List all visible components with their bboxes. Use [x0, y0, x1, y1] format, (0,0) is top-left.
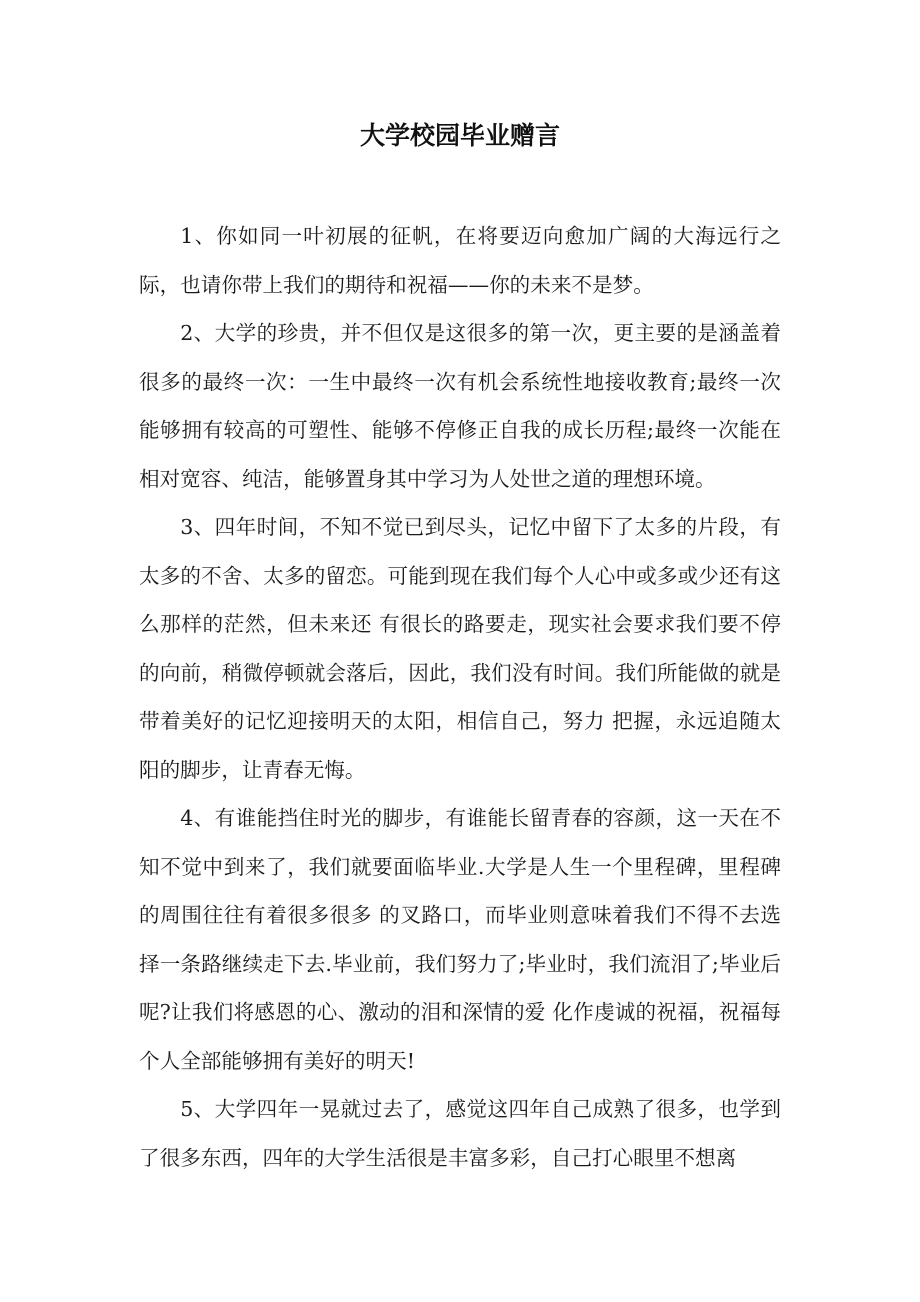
paragraph-4: 4、有谁能挡住时光的脚步，有谁能长留青春的容颜，这一天在不知不觉中到来了，我们就要面临毕业.大学是人生一个里程碑，里程碑的周围往往有着很多很多 的叉路口，而毕业则意味着我们不得不去选择一条路继续走下去.毕业前，我们努力了;毕业时，我们流泪了;毕业后呢?让我们将感恩的心、激动的泪和深情的爱 化作虔诚的祝福，祝福每个人全部能够拥有美好的明天! — [139, 806, 781, 1073]
page-title: 大学校园毕业赠言 — [359, 121, 560, 150]
paragraph-5: 5、大学四年一晃就过去了，感觉这四年自己成熟了很多，也学到了很多东西，四年的大学生活很是丰富多彩，自己打心眼里不想离 — [139, 1097, 781, 1170]
paragraph-1: 1、你如同一叶初展的征帆，在将要迈向愈加广阔的大海远行之际，也请你带上我们的期待和祝福——你的未来不是梦。 — [139, 224, 781, 297]
paragraph-2: 2、大学的珍贵，并不但仅是这很多的第一次，更主要的是涵盖着很多的最终一次：一生中最终一次有机会系统性地接收教育;最终一次能够拥有较高的可塑性、能够不停修正自我的成长历程;最终一次能在相对宽容、纯洁，能够置身其中学习为人处世之道的理想环境。 — [139, 321, 781, 491]
document-body — [139, 212, 781, 1182]
paragraph-3: 3、四年时间，不知不觉已到尽头，记忆中留下了太多的片段，有太多的不舍、太多的留恋。可能到现在我们每个人心中或多或少还有这么那样的茫然，但未来还 有很长的路要走，现实社会要求我们要不停的向前，稍微停顿就会落后，因此，我们没有时间。我们所能做的就是带着美好的记忆迎接明天的太阳，相信自己，努力 把握，永远追随太阳的脚步，让青春无悔。 — [139, 515, 781, 782]
